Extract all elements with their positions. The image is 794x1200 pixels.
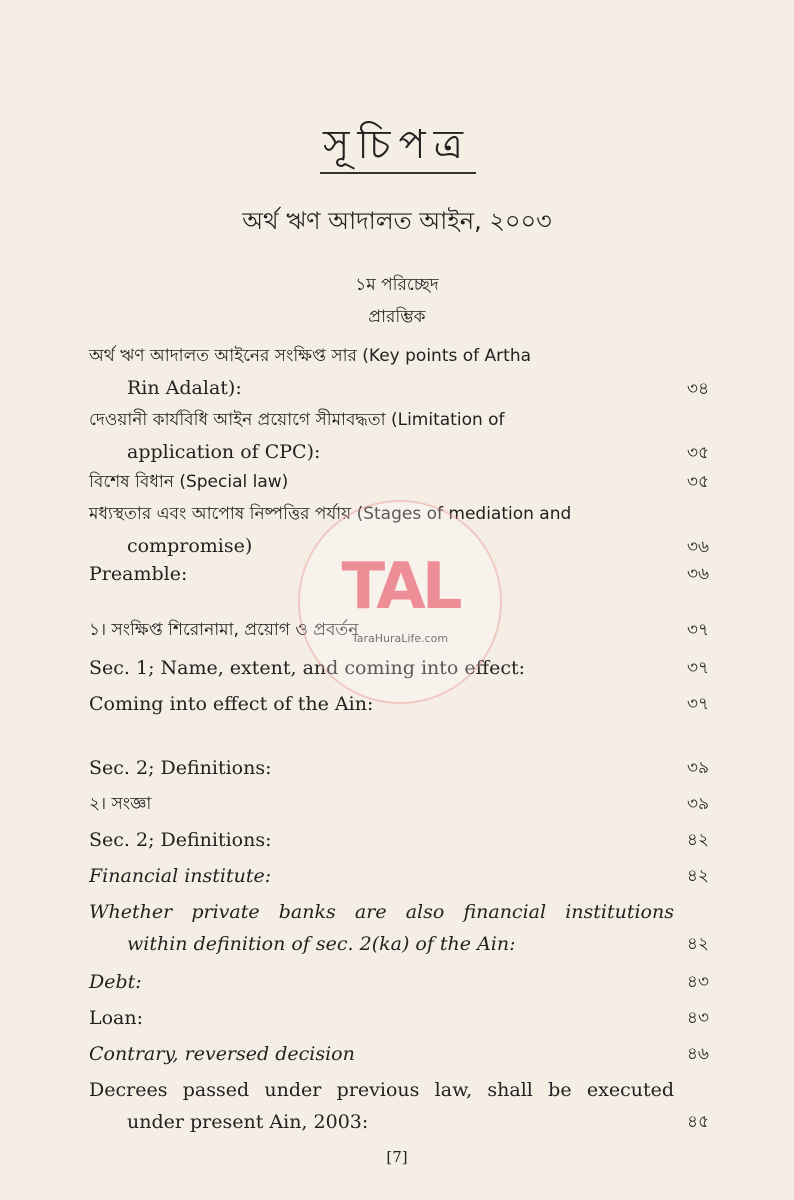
page-number: [7] (386, 1148, 408, 1166)
toc-entry-text: ১। সংক্ষিপ্ত শিরোনামা, প্রয়োগ ও প্রবর্তন (89, 620, 359, 640)
toc-entry (89, 966, 709, 998)
toc-entry (89, 1074, 709, 1138)
watermark-logo-text: TAL (341, 550, 459, 624)
toc-page-number: ৪৬ (686, 1044, 709, 1064)
watermark-seal (298, 500, 502, 704)
toc-entry-text: ২। সংজ্ঞা (89, 794, 152, 814)
toc-entry (89, 896, 709, 960)
toc-entry-text: Debt: (89, 971, 142, 993)
toc-entry (89, 752, 709, 784)
toc-page-number: ৩৭ (686, 620, 709, 640)
toc-page-number: ৪৩ (686, 972, 709, 992)
toc-page-number: ৩৯ (686, 758, 709, 778)
toc-page-number: ৩৭ (686, 658, 709, 678)
toc-page-number: ৩৬ (686, 564, 709, 584)
toc-entry-text: Contrary, reversed decision (89, 1043, 355, 1065)
watermark-logo (320, 550, 480, 624)
act-title: অর্থ ঋণ আদালত আইন, ২০০৩ (242, 207, 552, 235)
toc-page-number: ৪২ (686, 934, 709, 954)
toc-page-number: ৩৪ (686, 379, 709, 399)
watermark-url: TaraHuraLife.com (351, 632, 449, 645)
toc-entry-text: Loan: (89, 1007, 144, 1029)
toc-entry-text: Financial institute: (89, 865, 272, 887)
toc-entry-continuation: within definition of sec. 2(ka) of the Ain: (127, 933, 516, 955)
title-underline (320, 172, 476, 174)
toc-entry-text: Coming into effect of the Ain: (89, 693, 374, 715)
toc-page-number: ৩৯ (686, 794, 709, 814)
toc-entry-continuation: under present Ain, 2003: (127, 1111, 369, 1133)
toc-entry-text: Decrees passed under previous law, shall be executed (89, 1079, 674, 1101)
toc-entry (89, 466, 709, 498)
toc-entry (89, 340, 709, 405)
toc-page-number: ৩৫ (686, 472, 709, 492)
toc-entry-continuation: Rin Adalat): (127, 377, 242, 399)
toc-entry-text: দেওয়ানী কার্যবিধি আইন প্রয়োগে সীমাবদ্ধতা (Limitation of (89, 410, 505, 430)
chapter-heading: ১ম পরিচ্ছেদ (355, 275, 439, 295)
toc-entry (89, 860, 709, 892)
toc-entry-continuation: application of CPC): (127, 441, 321, 463)
toc-entry-text: মধ্যস্থতার এবং আপোষ নিষ্পত্তির পর্যায় (Stages of mediation and (89, 504, 572, 524)
toc-page-number: ৩৫ (686, 443, 709, 463)
toc-entry-text: Preamble: (89, 563, 188, 585)
toc-entry (89, 404, 709, 469)
toc-page-number: ৩৭ (686, 694, 709, 714)
toc-entry (89, 1002, 709, 1034)
toc-page-number: ৩৬ (686, 537, 709, 557)
toc-entry-continuation: compromise) (127, 535, 253, 557)
toc-entry-text: Sec. 2; Definitions: (89, 829, 272, 851)
toc-entry-text: অর্থ ঋণ আদালত আইনের সংক্ষিপ্ত সার (Key points of Artha (89, 346, 532, 366)
toc-page-number: ৪২ (686, 830, 709, 850)
toc-entry (89, 1038, 709, 1070)
page-title: সূচিপত্র (323, 122, 471, 168)
toc-entry-text: বিশেষ বিধান (Special law) (89, 472, 289, 492)
toc-entry (89, 824, 709, 856)
toc-page-number: ৪৫ (686, 1112, 709, 1132)
section-heading: প্রারম্ভিক (368, 307, 426, 327)
toc-page-number: ৪২ (686, 866, 709, 886)
toc-entry-text: Whether private banks are also financial institutions (89, 901, 674, 923)
toc-entry-text: Sec. 2; Definitions: (89, 757, 272, 779)
toc-page-number: ৪৩ (686, 1008, 709, 1028)
toc-entry-text: Sec. 1; Name, extent, and coming into effect: (89, 657, 526, 679)
toc-entry (89, 788, 709, 820)
